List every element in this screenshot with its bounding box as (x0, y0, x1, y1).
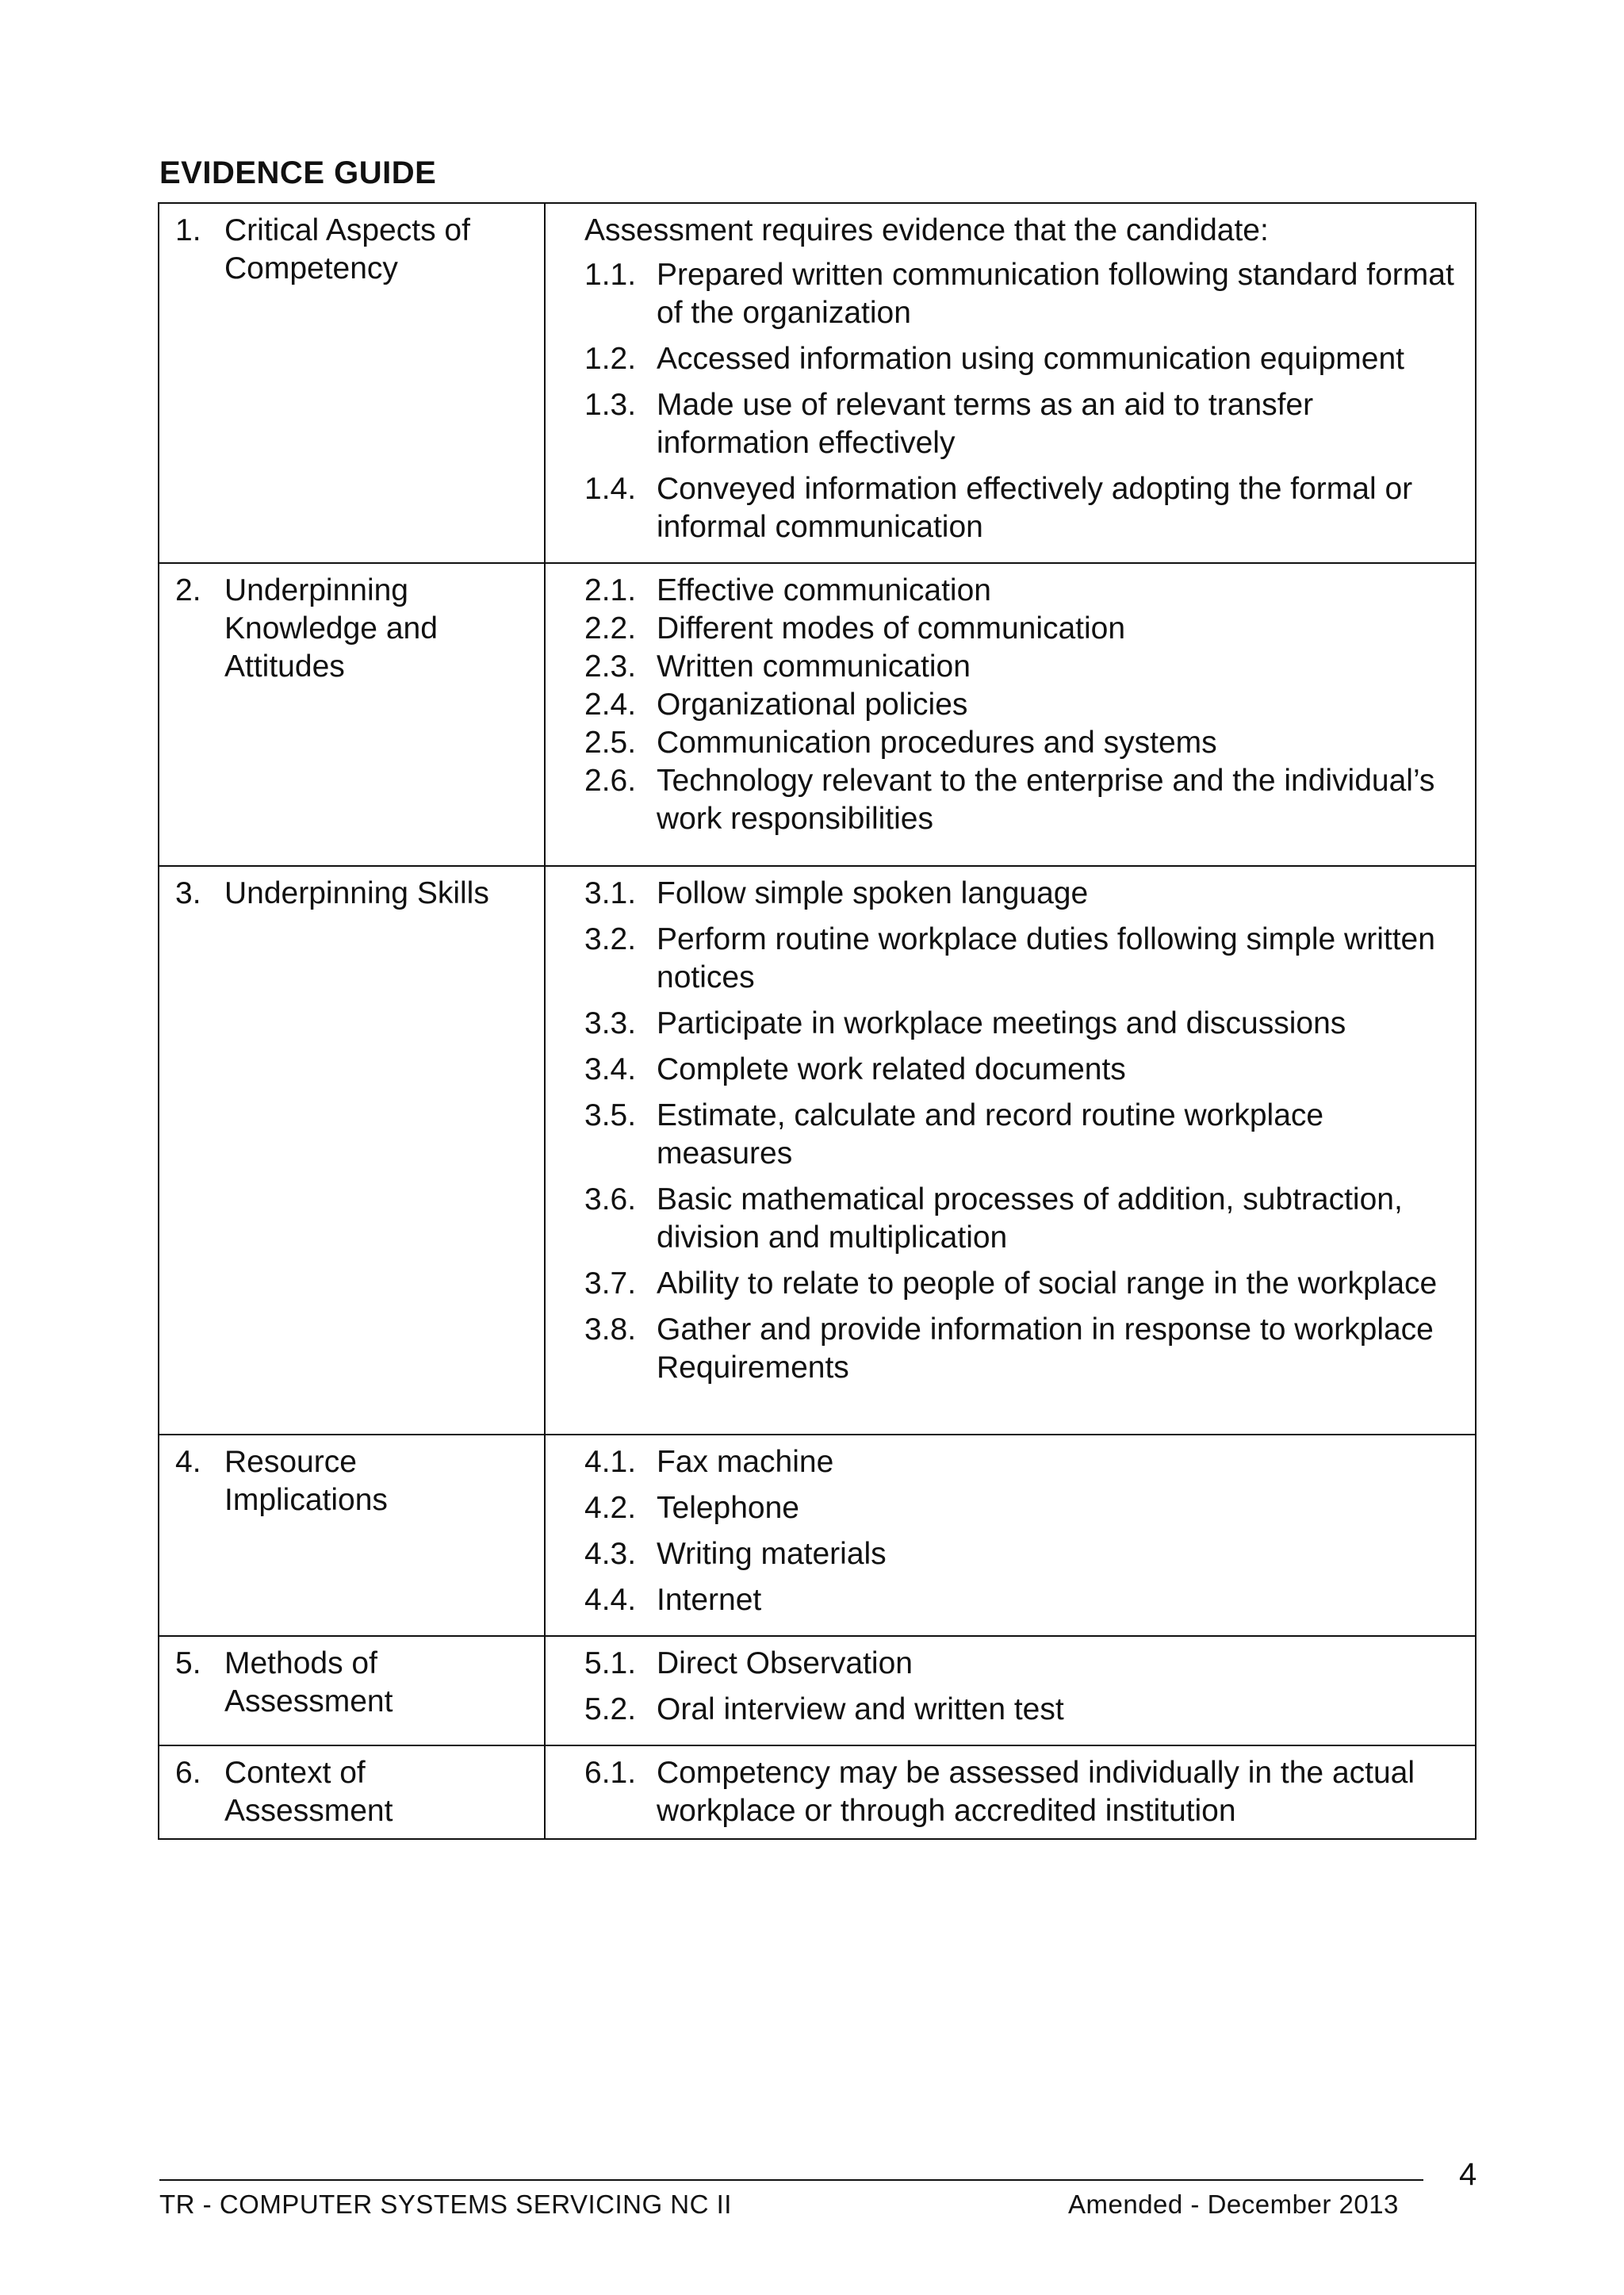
item-text: Gather and provide information in response to workplace Requirements (657, 1312, 1434, 1385)
row-label-cell (159, 1435, 545, 1636)
row-number: 2. (175, 573, 201, 607)
item-number: 3.8. (584, 1312, 637, 1347)
item-number: 2.3. (584, 649, 637, 684)
list-item (584, 1754, 1459, 1830)
list-item (584, 724, 1459, 762)
item-text: Internet (657, 1583, 762, 1617)
item-text: Follow simple spoken language (657, 876, 1089, 910)
item-number: 2.5. (584, 726, 637, 760)
row-number: 4. (175, 1445, 201, 1479)
row-label-cell (159, 1636, 545, 1745)
item-text: Written communication (657, 649, 971, 684)
item-number: 3.1. (584, 876, 637, 910)
row-label-cell (159, 563, 545, 866)
list-item (584, 470, 1459, 546)
page-title: EVIDENCE GUIDE (159, 155, 437, 190)
item-text: Accessed information using communication equipment (657, 342, 1404, 376)
item-number: 3.6. (584, 1182, 637, 1216)
table-row (159, 1745, 1476, 1839)
list-item (584, 1645, 1459, 1683)
item-text: Prepared written communication following standard format of the organization (657, 258, 1454, 330)
table-row (159, 563, 1476, 866)
item-number: 2.1. (584, 573, 637, 607)
row-label: Resource Implications (224, 1445, 388, 1517)
footer-amendment-date: Amended - December 2013 (1068, 2190, 1399, 2219)
item-text: Perform routine workplace duties following simple written notices (657, 922, 1435, 994)
item-text: Made use of relevant terms as an aid to transfer information effectively (657, 388, 1314, 460)
row-number: 5. (175, 1646, 201, 1680)
item-number: 3.5. (584, 1098, 637, 1132)
item-number: 2.2. (584, 611, 637, 646)
list-item (584, 610, 1459, 648)
list-item (584, 1311, 1459, 1387)
item-number: 3.2. (584, 922, 637, 956)
list-item (584, 572, 1459, 610)
row-label-cell (159, 866, 545, 1435)
list-item (584, 875, 1459, 913)
footer-divider (159, 2179, 1423, 2181)
item-number: 6.1. (584, 1756, 637, 1790)
list-item (584, 1265, 1459, 1303)
list-item (584, 386, 1459, 462)
item-text: Conveyed information effectively adopting the formal or informal communication (657, 472, 1413, 544)
item-text: Different modes of communication (657, 611, 1126, 646)
list-item (584, 256, 1459, 332)
item-number: 1.3. (584, 388, 637, 422)
list-item (584, 340, 1459, 378)
table-row (159, 866, 1476, 1435)
table-row (159, 1636, 1476, 1745)
item-text: Technology relevant to the enterprise and the individual’s work responsibilities (657, 764, 1435, 836)
evidence-guide-table (158, 202, 1477, 1840)
item-text: Oral interview and written test (657, 1692, 1064, 1726)
item-text: Organizational policies (657, 688, 968, 722)
list-item (584, 921, 1459, 997)
page-number: 4 (1459, 2157, 1477, 2192)
list-item (584, 1489, 1459, 1527)
row-label: Methods of Assessment (224, 1646, 393, 1718)
table-row (159, 203, 1476, 563)
table-row (159, 1435, 1476, 1636)
row-content-cell (545, 1636, 1476, 1745)
item-text: Competency may be assessed individually in the actual workplace or through accredited institution (657, 1756, 1415, 1828)
list-item (584, 762, 1459, 838)
item-number: 4.4. (584, 1583, 637, 1617)
footer-document-title: TR - COMPUTER SYSTEMS SERVICING NC II (159, 2190, 732, 2219)
row-label: Underpinning Skills (224, 876, 489, 910)
row-label: Context of Assessment (224, 1756, 393, 1828)
list-item (584, 1535, 1459, 1573)
item-text: Estimate, calculate and record routine workplace measures (657, 1098, 1324, 1170)
row-content-cell (545, 866, 1476, 1435)
list-item (584, 1443, 1459, 1481)
row-label: Critical Aspects of Competency (224, 213, 470, 285)
row-intro: Assessment requires evidence that the candidate: (584, 213, 1269, 247)
list-item (584, 1005, 1459, 1043)
item-number: 4.3. (584, 1537, 637, 1571)
item-number: 2.6. (584, 764, 637, 798)
row-content-cell (545, 203, 1476, 563)
item-number: 5.1. (584, 1646, 637, 1680)
item-number: 3.4. (584, 1052, 637, 1086)
item-number: 1.4. (584, 472, 637, 506)
item-text: Communication procedures and systems (657, 726, 1217, 760)
row-label-cell (159, 203, 545, 563)
row-number: 1. (175, 213, 201, 247)
list-item (584, 1181, 1459, 1257)
item-text: Participate in workplace meetings and discussions (657, 1006, 1346, 1040)
item-number: 3.3. (584, 1006, 637, 1040)
row-label: Underpinning Knowledge and Attitudes (224, 573, 438, 684)
row-number: 3. (175, 876, 201, 910)
item-number: 4.1. (584, 1445, 637, 1479)
item-number: 2.4. (584, 688, 637, 722)
item-text: Ability to relate to people of social range in the workplace (657, 1266, 1438, 1301)
list-item (584, 1691, 1459, 1729)
row-content-cell (545, 563, 1476, 866)
list-item (584, 1581, 1459, 1619)
row-content-cell (545, 1435, 1476, 1636)
item-text: Direct Observation (657, 1646, 913, 1680)
list-item (584, 686, 1459, 724)
row-label-cell (159, 1745, 545, 1839)
row-content-cell (545, 1745, 1476, 1839)
item-text: Complete work related documents (657, 1052, 1126, 1086)
item-text: Basic mathematical processes of addition, subtraction, division and multiplication (657, 1182, 1403, 1255)
item-text: Fax machine (657, 1445, 834, 1479)
item-number: 1.2. (584, 342, 637, 376)
list-item (584, 648, 1459, 686)
item-text: Writing materials (657, 1537, 887, 1571)
item-number: 4.2. (584, 1491, 637, 1525)
item-number: 3.7. (584, 1266, 637, 1301)
item-text: Telephone (657, 1491, 799, 1525)
list-item (584, 1051, 1459, 1089)
item-number: 5.2. (584, 1692, 637, 1726)
item-text: Effective communication (657, 573, 991, 607)
list-item (584, 1097, 1459, 1173)
item-number: 1.1. (584, 258, 637, 292)
row-number: 6. (175, 1756, 201, 1790)
